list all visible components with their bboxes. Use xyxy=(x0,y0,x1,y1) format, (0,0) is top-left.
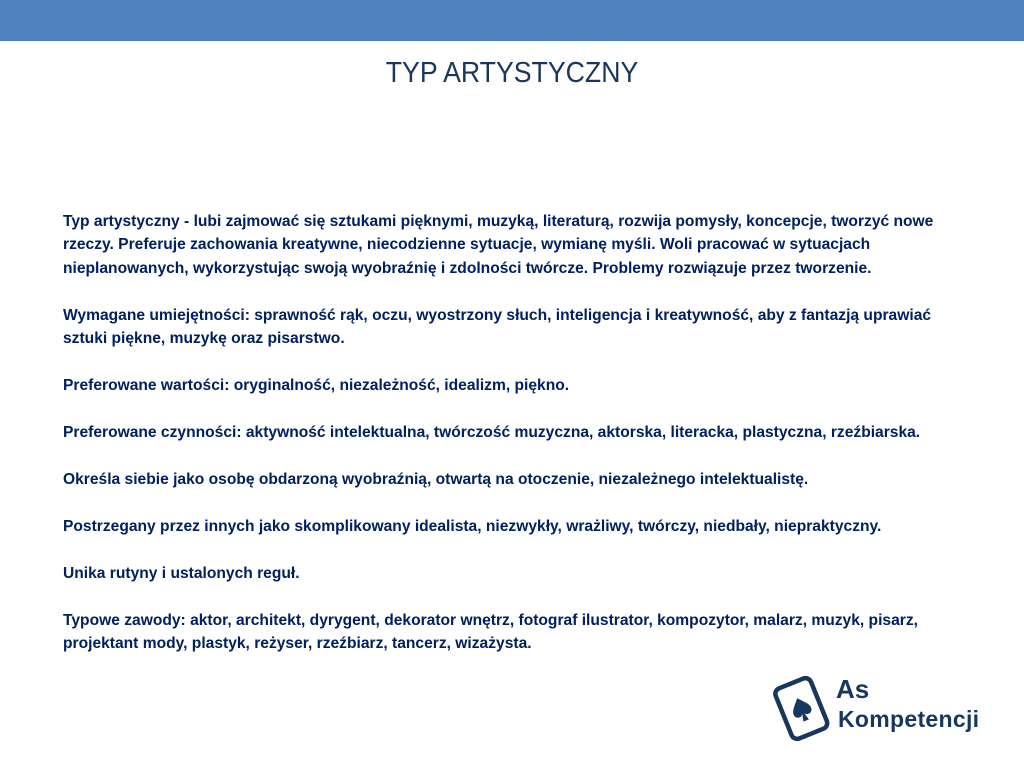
paragraph-skills: Wymagane umiejętności: sprawność rąk, oczu, wyostrzony słuch, inteligencja i kreatywność, aby z fantazją uprawiać sztuki piękne, muzykę oraz pisarstwo. xyxy=(63,306,932,348)
as-kompetencji-logo xyxy=(770,672,1000,742)
paragraph-typical-jobs: Typowe zawody: aktor, architekt, dyrygent, dekorator wnętrz, fotograf ilustrator, kompozytor, malarz, muzyk, pisarz, projektant mody, plastyk, reżyser, rzeźbiarz, tancerz, wizażysta. xyxy=(63,611,918,652)
paragraph-self-description: Określa siebie jako osobę obdarzoną wyobraźnią, otwartą na otoczenie, niezależnego intelektualistę. xyxy=(63,470,809,488)
logo-as-text: As xyxy=(836,674,870,704)
top-accent-bar xyxy=(0,0,1024,41)
slide-title: TYP ARTYSTYCZNY xyxy=(385,57,639,89)
spade-card-icon xyxy=(770,672,840,742)
logo-name-text: Kompetencji xyxy=(838,706,980,732)
paragraph-intro: Typ artystyczny - lubi zajmować się sztukami pięknymi, muzyką, literaturą, rozwija pomysły, koncepcje, tworzyć nowe rzeczy. Preferuje zachowania kreatywne, niecodzienne sytuacje, wymianę myśli. Woli pracować w sytuacjach nieplanowanych, wykorzystując swoją wyobraźnię i zdolności twórcze. Problemy rozwiązuje przez tworzenie. xyxy=(63,213,934,277)
slide-body xyxy=(63,210,963,679)
paragraph-perceived-by-others: Postrzegany przez innych jako skomplikowany idealista, niezwykły, wrażliwy, twórczy, niedbały, niepraktyczny. xyxy=(63,517,882,535)
paragraph-values: Preferowane wartości: oryginalność, niezależność, idealizm, piękno. xyxy=(63,377,570,395)
paragraph-activities: Preferowane czynności: aktywność intelektualna, twórczość muzyczna, aktorska, literacka, plastyczna, rzeźbiarska. xyxy=(63,423,921,441)
paragraph-avoids: Unika rutyny i ustalonych reguł. xyxy=(63,564,300,582)
